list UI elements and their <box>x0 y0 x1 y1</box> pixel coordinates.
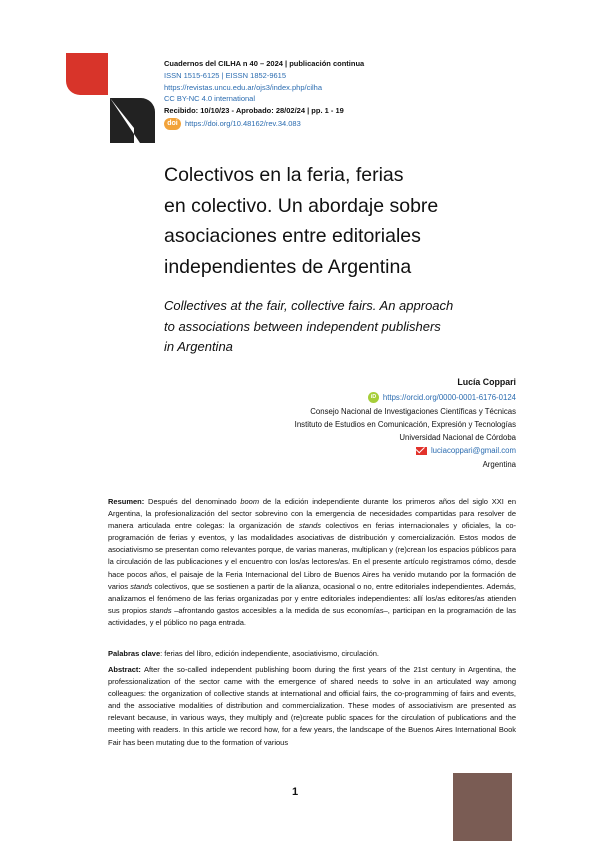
doi-link[interactable]: https://doi.org/10.48162/rev.34.083 <box>185 119 301 129</box>
abstract-paragraph <box>108 664 516 749</box>
orcid-row <box>295 391 516 404</box>
keywords-text: : ferias del libro, edición independiente, asociativismo, circulación. <box>160 649 379 658</box>
dates-line: Recibido: 10/10/23 - Aprobado: 28/02/24 | pp. 1 - 19 <box>164 106 344 116</box>
text-run: Después del denominado <box>144 497 241 506</box>
subtitle-line: to associations between independent publishers <box>164 318 441 334</box>
doi-row <box>164 118 364 130</box>
license-link[interactable]: CC BY-NC 4.0 international <box>164 94 256 104</box>
title-line: en colectivo. Un abordaje sobre <box>164 194 439 217</box>
author-block <box>295 376 516 471</box>
title-line: independientes de Argentina <box>164 255 412 278</box>
author-country: Argentina <box>482 459 516 469</box>
orcid-link[interactable]: https://orcid.org/0000-0001-6176-0124 <box>382 393 516 403</box>
italic-run: boom <box>240 497 260 506</box>
title-line: asociaciones entre editoriales <box>164 225 421 247</box>
affiliation: Consejo Nacional de Investigaciones Científicas y Técnicas <box>310 406 516 416</box>
page-number: 1 <box>292 786 299 798</box>
email-row <box>295 444 516 457</box>
journal-url-link[interactable]: https://revistas.uncu.edu.ar/ojs3/index.php/cilha <box>164 82 323 92</box>
italic-run: stands <box>298 521 322 531</box>
issn-line: ISSN 1515-6125 | EISSN 1852-9615 <box>164 70 287 80</box>
keywords-label: Palabras clave <box>108 649 161 658</box>
email-link[interactable]: luciacoppari@gmail.com <box>430 446 516 456</box>
text-run: colectivos, que se sostienen a partir de la alianza, ocasional o no, entre editoriales independientes. Además, analizamos el fenómeno de las ferias organizadas por y entre editoriales independientes: allí los/as editores/as atienden sus propios <box>108 581 516 615</box>
article-subtitle-english <box>164 296 464 358</box>
orcid-icon: iD <box>368 392 379 403</box>
abstract-text: After the so-called independent publishing boom during the first years of the 21st century in Argentina, the professionalization of the sector came with the emergence of shared needs to solve in an articulated way among colleagues: the organization of collective stands at international and official fairs, the co-programming of fairs and events, and the associative modalities of distribution and commercialization. These modes of associativism are presented as relevant because, in various ways, they multiply and (re)create public spaces for the circulation of publications and the meeting with readers. In this article we record how, for a few years, the landscape of the Buenos Aires International Book Fair has been mutating due to the formation of various <box>108 665 516 747</box>
journal-logo-red-block <box>66 53 108 95</box>
abstract-label: Abstract: <box>108 665 141 674</box>
title-line: Colectivos en la feria, ferias <box>164 164 404 186</box>
subtitle-line: Collectives at the fair, collective fairs. An approach <box>164 298 454 313</box>
text-run: –afrontando gastos accesibles a la medida de sus economías–, participan en la programación de las actividades, y el público no paga entrada. <box>108 605 517 627</box>
author-name: Lucía Coppari <box>457 377 516 387</box>
corner-decoration-block <box>453 773 512 841</box>
italic-run: stands <box>149 605 172 615</box>
text-run: de la edición independiente durante los primeros años del siglo XXI en Argentina, la profesionalización del sector sobrevino con la emergencia de necesidades compartidas para resolver de manera articulada entre colegas: la organización de <box>108 497 516 531</box>
keywords-paragraph <box>108 648 516 660</box>
resumen-paragraph <box>108 496 516 629</box>
journal-name: Cuadernos del CILHA n 40 – 2024 | publicación continua <box>164 59 365 68</box>
resumen-label: Resumen: <box>108 497 145 506</box>
article-title <box>164 160 464 282</box>
logo-wedge-icon <box>110 98 155 143</box>
journal-logo-dark-block <box>110 98 155 143</box>
affiliation: Instituto de Estudios en Comunicación, Expresión y Tecnologías <box>294 419 516 429</box>
journal-header <box>164 58 364 130</box>
subtitle-line: in Argentina <box>164 339 233 354</box>
italic-run: stands <box>130 581 153 591</box>
text-run: colectivos en ferias internacionales y oficiales, la co-programación de ferias y eventos, y las modalidades asociativas de distribución y comercialización. Estos modos de asociativismo se presentan como relevantes porque, de varias maneras, multiplican y (re)crean los espacios públicos para la circulación de las publicaciones y el encuentro con los/as lectores/as. En el presente artículo registramos cómo, desde hace pocos años, el paisaje de la Feria Internacional del Libro de Buenos Aires ha venido mutando por la formación de varios <box>108 521 516 591</box>
mail-icon <box>416 447 427 455</box>
affiliation: Universidad Nacional de Córdoba <box>399 433 516 443</box>
doi-icon: doi <box>164 118 181 130</box>
